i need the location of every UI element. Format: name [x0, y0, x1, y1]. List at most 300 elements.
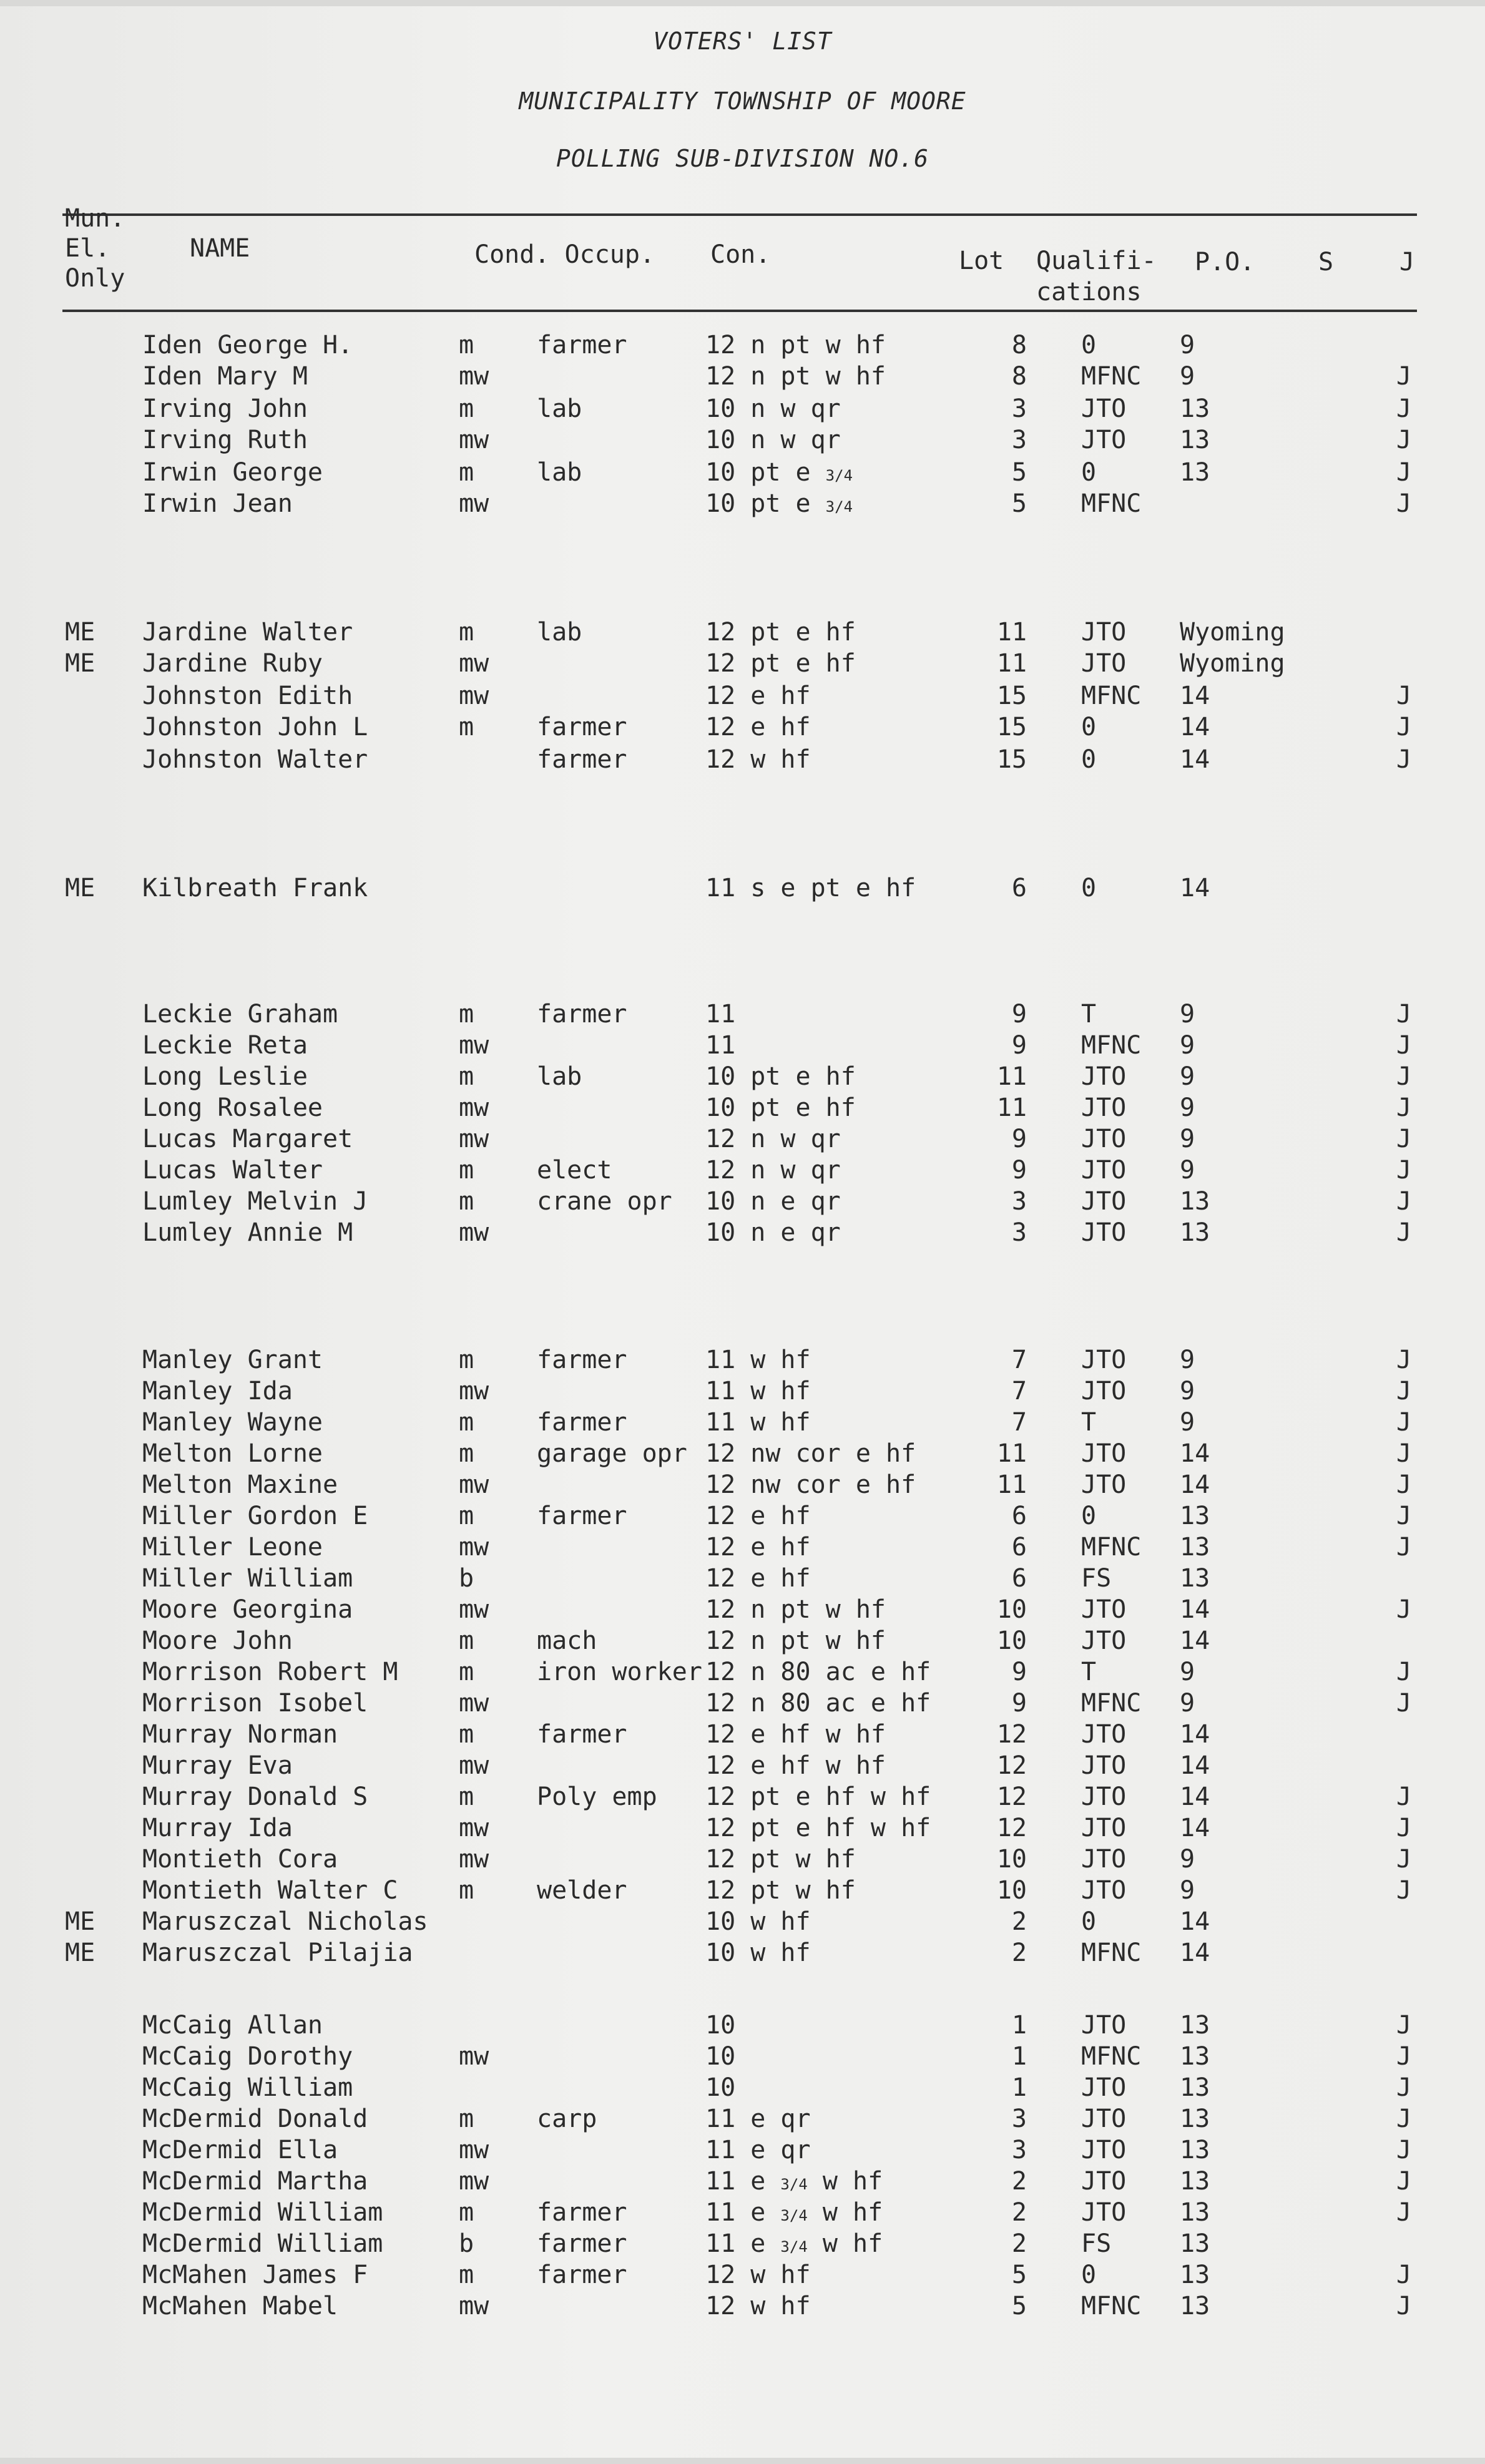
j-cell: J: [1396, 1062, 1412, 1091]
cond-cell: mw: [459, 426, 489, 454]
mun-el-only-cell: ME: [65, 1907, 96, 1936]
cond-cell: m: [459, 1439, 474, 1468]
j-cell: J: [1396, 1845, 1412, 1874]
po-cell: 9: [1180, 1377, 1195, 1406]
po-cell: 9: [1180, 1000, 1195, 1029]
col-name: NAME: [190, 234, 250, 263]
table-row: [0, 1470, 1485, 1502]
occupation-cell: farmer: [537, 745, 627, 774]
table-row: [0, 682, 1485, 713]
po-cell: 9: [1180, 1408, 1195, 1437]
po-cell: 13: [1180, 2011, 1210, 2040]
table-row: [0, 1408, 1485, 1439]
table-row: [0, 1658, 1485, 1689]
occupation-cell: welder: [537, 1876, 627, 1905]
lot-cell: 7: [1011, 1377, 1027, 1406]
table-row: [0, 2292, 1485, 2323]
con-cell: 12 e hf w hf: [705, 1751, 886, 1780]
qualifications-cell: 0: [1081, 745, 1097, 774]
con-cell: 10 n w qr: [705, 394, 841, 423]
cond-cell: m: [459, 458, 474, 487]
con-cell: 12 nw cor e hf: [705, 1439, 916, 1468]
con-cell: 10: [705, 2011, 736, 2040]
po-cell: Wyoming: [1180, 618, 1285, 647]
table-row: [0, 1907, 1485, 1938]
po-cell: 14: [1180, 1751, 1210, 1780]
occupation-cell: lab: [537, 1062, 582, 1091]
con-cell: 12 e hf: [705, 1564, 811, 1593]
j-cell: J: [1396, 2105, 1412, 2133]
occupation-cell: farmer: [537, 331, 627, 359]
lot-cell: 9: [1011, 1125, 1027, 1153]
occupation-cell: farmer: [537, 1000, 627, 1029]
con-fraction: 3/4: [780, 2176, 808, 2193]
lot-cell: 6: [1011, 1564, 1027, 1593]
lot-cell: 5: [1011, 458, 1027, 487]
j-cell: J: [1396, 1814, 1412, 1842]
qualifications-cell: JTO: [1081, 1125, 1127, 1153]
con-cell: 12 e hf: [705, 1533, 811, 1562]
table-row: [0, 713, 1485, 744]
cond-cell: mw: [459, 2167, 489, 2196]
qualifications-cell: JTO: [1081, 1814, 1127, 1842]
qualifications-cell: JTO: [1081, 1439, 1127, 1468]
col-po: P.O.: [1195, 248, 1255, 276]
j-cell: J: [1396, 2042, 1412, 2071]
table-row: [0, 489, 1485, 521]
col-cond-occup: Cond. Occup.: [474, 240, 655, 269]
mun-el-only-cell: ME: [65, 649, 96, 678]
con-cell: 12 n w qr: [705, 1125, 841, 1153]
occupation-cell: farmer: [537, 1408, 627, 1437]
name-cell: McMahen Mabel: [142, 2292, 338, 2320]
occupation-cell: farmer: [537, 1502, 627, 1530]
po-cell: 13: [1180, 1218, 1210, 1247]
j-cell: J: [1396, 1218, 1412, 1247]
po-cell: 9: [1180, 1062, 1195, 1091]
table-row: [0, 394, 1485, 426]
j-cell: J: [1396, 1439, 1412, 1468]
con-fraction: 3/4: [780, 2238, 808, 2256]
lot-cell: 10: [996, 1845, 1027, 1874]
po-cell: 13: [1180, 2105, 1210, 2133]
lot-cell: 9: [1011, 1000, 1027, 1029]
qualifications-cell: MFNC: [1081, 362, 1142, 391]
po-cell: 13: [1180, 2042, 1210, 2071]
qualifications-cell: JTO: [1081, 2105, 1127, 2133]
lot-cell: 2: [1011, 2167, 1027, 2196]
table-row: [0, 1751, 1485, 1782]
table-row: [0, 2105, 1485, 2136]
name-cell: Irving John: [142, 394, 308, 423]
name-cell: Melton Lorne: [142, 1439, 323, 1468]
con-cell: 12 pt e hf: [705, 649, 856, 678]
j-cell: J: [1396, 1000, 1412, 1029]
cond-cell: mw: [459, 1031, 489, 1060]
table-row: [0, 2198, 1485, 2229]
j-cell: J: [1396, 394, 1412, 423]
lot-cell: 10: [996, 1626, 1027, 1655]
po-cell: 14: [1180, 1814, 1210, 1842]
con-cell: 11 s e pt e hf: [705, 874, 916, 902]
po-cell: 9: [1180, 362, 1195, 391]
cond-cell: mw: [459, 2136, 489, 2164]
polling-subdivision-title: POLLING SUB-DIVISION NO.6: [556, 145, 929, 172]
col-mun-line2: El.: [65, 234, 110, 263]
qualifications-cell: T: [1081, 1658, 1097, 1686]
j-cell: J: [1396, 489, 1412, 518]
j-cell: J: [1396, 2011, 1412, 2040]
j-cell: J: [1396, 1533, 1412, 1562]
occupation-cell: iron worker: [537, 1658, 702, 1686]
lot-cell: 6: [1011, 874, 1027, 902]
po-cell: 14: [1180, 1938, 1210, 1967]
lot-cell: 15: [996, 713, 1027, 741]
cond-cell: mw: [459, 1689, 489, 1718]
top-scan-edge: [0, 0, 1485, 6]
table-row: [0, 1000, 1485, 1031]
qualifications-cell: MFNC: [1081, 1689, 1142, 1718]
col-lot: Lot: [959, 247, 1004, 275]
qualifications-cell: JTO: [1081, 1626, 1127, 1655]
name-cell: Manley Ida: [142, 1377, 293, 1406]
qualifications-cell: JTO: [1081, 2136, 1127, 2164]
name-cell: Miller Leone: [142, 1533, 323, 1562]
con-cell: [705, 2229, 883, 2258]
j-cell: J: [1396, 1470, 1412, 1499]
table-row: [0, 2042, 1485, 2073]
lot-cell: 12: [996, 1751, 1027, 1780]
j-cell: J: [1396, 2136, 1412, 2164]
lot-cell: 1: [1011, 2042, 1027, 2071]
col-mun-line3: Only: [65, 264, 125, 293]
qualifications-cell: JTO: [1081, 1845, 1127, 1874]
con-cell: 11: [705, 1031, 736, 1060]
cond-cell: m: [459, 1876, 474, 1905]
name-cell: McCaig Allan: [142, 2011, 323, 2040]
po-cell: 14: [1180, 1907, 1210, 1936]
cond-cell: m: [459, 1408, 474, 1437]
qualifications-cell: 0: [1081, 1502, 1097, 1530]
qualifications-cell: JTO: [1081, 2073, 1127, 2102]
po-cell: 13: [1180, 426, 1210, 454]
lot-cell: 2: [1011, 1907, 1027, 1936]
table-row: [0, 2073, 1485, 2105]
con-cell: 10: [705, 2073, 736, 2102]
lot-cell: 11: [996, 1062, 1027, 1091]
qualifications-cell: 0: [1081, 713, 1097, 741]
po-cell: 9: [1180, 1346, 1195, 1374]
lot-cell: 9: [1011, 1689, 1027, 1718]
cond-cell: m: [459, 1346, 474, 1374]
name-cell: Moore Georgina: [142, 1595, 353, 1624]
name-cell: Maruszczal Pilajia: [142, 1938, 413, 1967]
qualifications-cell: JTO: [1081, 2167, 1127, 2196]
po-cell: 13: [1180, 2167, 1210, 2196]
po-cell: 14: [1180, 1782, 1210, 1811]
con-cell: 11 w hf: [705, 1408, 811, 1437]
con-cell: 12 n pt w hf: [705, 1595, 886, 1624]
name-cell: Irving Ruth: [142, 426, 308, 454]
qualifications-cell: JTO: [1081, 1720, 1127, 1749]
cond-cell: mw: [459, 2042, 489, 2071]
table-row: [0, 1814, 1485, 1845]
con-cell: 10 w hf: [705, 1907, 811, 1936]
lot-cell: 9: [1011, 1156, 1027, 1185]
table-row: [0, 2136, 1485, 2167]
qualifications-cell: JTO: [1081, 2198, 1127, 2227]
cond-cell: m: [459, 1062, 474, 1091]
occupation-cell: lab: [537, 458, 582, 487]
cond-cell: mw: [459, 489, 489, 518]
con-cell: 12 e hf: [705, 1502, 811, 1530]
qualifications-cell: MFNC: [1081, 682, 1142, 710]
occupation-cell: lab: [537, 618, 582, 647]
name-cell: Iden George H.: [142, 331, 353, 359]
name-cell: Lucas Margaret: [142, 1125, 353, 1153]
name-cell: Leckie Reta: [142, 1031, 308, 1060]
lot-cell: 12: [996, 1720, 1027, 1749]
cond-cell: m: [459, 2261, 474, 2289]
qualifications-cell: T: [1081, 1000, 1097, 1029]
name-cell: Johnston Walter: [142, 745, 368, 774]
cond-cell: m: [459, 1782, 474, 1811]
con-cell: 12 nw cor e hf: [705, 1470, 916, 1499]
table-row: [0, 1439, 1485, 1470]
lot-cell: 12: [996, 1782, 1027, 1811]
name-cell: McCaig Dorothy: [142, 2042, 353, 2071]
qualifications-cell: 0: [1081, 2261, 1097, 2289]
table-row: [0, 1125, 1485, 1156]
occupation-cell: farmer: [537, 2229, 627, 2258]
con-fraction: 3/4: [825, 467, 853, 484]
cond-cell: mw: [459, 1814, 489, 1842]
con-cell: 12 w hf: [705, 745, 811, 774]
po-cell: 14: [1180, 1720, 1210, 1749]
table-row: [0, 1062, 1485, 1093]
table-row: [0, 874, 1485, 905]
cond-cell: mw: [459, 362, 489, 391]
j-cell: J: [1396, 1689, 1412, 1718]
lot-cell: 5: [1011, 2261, 1027, 2289]
lot-cell: 11: [996, 1439, 1027, 1468]
con-text: 10 pt e: [705, 458, 811, 487]
po-cell: 9: [1180, 1156, 1195, 1185]
qualifications-cell: JTO: [1081, 1751, 1127, 1780]
name-cell: McCaig William: [142, 2073, 353, 2102]
qualifications-cell: JTO: [1081, 1470, 1127, 1499]
cond-cell: m: [459, 1156, 474, 1185]
name-cell: McDermid Ella: [142, 2136, 338, 2164]
lot-cell: 1: [1011, 2073, 1027, 2102]
name-cell: Lucas Walter: [142, 1156, 323, 1185]
table-row: [0, 1346, 1485, 1377]
po-cell: 13: [1180, 458, 1210, 487]
name-cell: Morrison Robert M: [142, 1658, 398, 1686]
qualifications-cell: MFNC: [1081, 1031, 1142, 1060]
table-row: [0, 2261, 1485, 2292]
name-cell: Montieth Cora: [142, 1845, 338, 1874]
qualifications-cell: MFNC: [1081, 2292, 1142, 2320]
name-cell: Morrison Isobel: [142, 1689, 368, 1718]
table-row: [0, 1218, 1485, 1249]
po-cell: 9: [1180, 1093, 1195, 1122]
con-cell: 10 n e qr: [705, 1187, 841, 1216]
name-cell: Irwin Jean: [142, 489, 293, 518]
name-cell: Melton Maxine: [142, 1470, 338, 1499]
qualifications-cell: MFNC: [1081, 489, 1142, 518]
name-cell: Long Rosalee: [142, 1093, 323, 1122]
occupation-cell: farmer: [537, 1720, 627, 1749]
table-row: [0, 1377, 1485, 1408]
lot-cell: 2: [1011, 1938, 1027, 1967]
name-cell: Long Leslie: [142, 1062, 308, 1091]
qualifications-cell: FS: [1081, 1564, 1112, 1593]
con-cell: 12 n pt w hf: [705, 331, 886, 359]
cond-cell: m: [459, 618, 474, 647]
lot-cell: 3: [1011, 2105, 1027, 2133]
con-cell: 10: [705, 2042, 736, 2071]
po-cell: 14: [1180, 1470, 1210, 1499]
lot-cell: 15: [996, 745, 1027, 774]
con-cell: 12 pt w hf: [705, 1876, 856, 1905]
con-cell: 12 n w qr: [705, 1156, 841, 1185]
con-cell: 12 e hf: [705, 682, 811, 710]
occupation-cell: garage opr: [537, 1439, 687, 1468]
name-cell: McDermid William: [142, 2198, 383, 2227]
con-cell: [705, 2167, 883, 2196]
qualifications-cell: JTO: [1081, 618, 1127, 647]
j-cell: J: [1396, 1595, 1412, 1624]
j-cell: J: [1396, 1782, 1412, 1811]
po-cell: 9: [1180, 331, 1195, 359]
lot-cell: 9: [1011, 1031, 1027, 1060]
col-qualifications-line1: Qualifi-: [1036, 247, 1157, 275]
j-cell: J: [1396, 2261, 1412, 2289]
lot-cell: 12: [996, 1814, 1027, 1842]
name-cell: McDermid Martha: [142, 2167, 368, 2196]
lot-cell: 8: [1011, 362, 1027, 391]
po-cell: 13: [1180, 2073, 1210, 2102]
cond-cell: m: [459, 1000, 474, 1029]
con-cell: 12 e hf: [705, 713, 811, 741]
po-cell: 14: [1180, 1626, 1210, 1655]
cond-cell: mw: [459, 1093, 489, 1122]
table-row: [0, 1626, 1485, 1658]
lot-cell: 7: [1011, 1346, 1027, 1374]
lot-cell: 1: [1011, 2011, 1027, 2040]
lot-cell: 9: [1011, 1658, 1027, 1686]
con-cell: [705, 2198, 883, 2227]
con-cell: 12 n pt w hf: [705, 1626, 886, 1655]
j-cell: J: [1396, 2167, 1412, 2196]
table-row: [0, 2229, 1485, 2261]
table-row: [0, 1720, 1485, 1751]
table-row: [0, 1876, 1485, 1907]
po-cell: 14: [1180, 874, 1210, 902]
occupation-cell: crane opr: [537, 1187, 672, 1216]
lot-cell: 3: [1011, 2136, 1027, 2164]
header-bottom-rule: [62, 310, 1417, 312]
con-cell: 12 pt e hf: [705, 618, 856, 647]
cond-cell: m: [459, 331, 474, 359]
qualifications-cell: FS: [1081, 2229, 1112, 2258]
con-cell: 12 w hf: [705, 2261, 811, 2289]
cond-cell: mw: [459, 1470, 489, 1499]
lot-cell: 5: [1011, 2292, 1027, 2320]
po-cell: 13: [1180, 394, 1210, 423]
list-title: VOTERS' LIST: [653, 27, 832, 55]
cond-cell: mw: [459, 682, 489, 710]
cond-cell: mw: [459, 2292, 489, 2320]
po-cell: 14: [1180, 713, 1210, 741]
con-cell: 11 e qr: [705, 2105, 811, 2133]
name-cell: Murray Donald S: [142, 1782, 368, 1811]
cond-cell: mw: [459, 1751, 489, 1780]
occupation-cell: mach: [537, 1626, 597, 1655]
col-mun-line1: Mun.: [65, 204, 125, 233]
j-cell: J: [1396, 1408, 1412, 1437]
con-cell: 10 pt e hf: [705, 1062, 856, 1091]
con-cell: 12 n 80 ac e hf: [705, 1689, 931, 1718]
j-cell: J: [1396, 1502, 1412, 1530]
table-row: [0, 2011, 1485, 2042]
con-cell: 12 pt w hf: [705, 1845, 856, 1874]
name-cell: Miller William: [142, 1564, 353, 1593]
name-cell: Johnston John L: [142, 713, 368, 741]
con-text-suffix: w hf: [822, 2167, 883, 2196]
po-cell: 13: [1180, 1502, 1210, 1530]
table-row: [0, 1564, 1485, 1595]
name-cell: McDermid William: [142, 2229, 383, 2258]
table-row: [0, 1093, 1485, 1125]
po-cell: 13: [1180, 2136, 1210, 2164]
po-cell: 13: [1180, 2261, 1210, 2289]
lot-cell: 5: [1011, 489, 1027, 518]
occupation-cell: farmer: [537, 713, 627, 741]
con-fraction: 3/4: [780, 2207, 808, 2224]
con-cell: 11 w hf: [705, 1377, 811, 1406]
table-row: [0, 1502, 1485, 1533]
occupation-cell: Poly emp: [537, 1782, 657, 1811]
table-row: [0, 1938, 1485, 1970]
table-row: [0, 618, 1485, 649]
con-cell: 12 e hf w hf: [705, 1720, 886, 1749]
j-cell: J: [1396, 362, 1412, 391]
cond-cell: mw: [459, 1377, 489, 1406]
name-cell: Moore John: [142, 1626, 293, 1655]
table-row: [0, 745, 1485, 776]
qualifications-cell: JTO: [1081, 1093, 1127, 1122]
lot-cell: 3: [1011, 394, 1027, 423]
mun-el-only-cell: ME: [65, 1938, 96, 1967]
lot-cell: 10: [996, 1876, 1027, 1905]
po-cell: 14: [1180, 745, 1210, 774]
cond-cell: mw: [459, 1533, 489, 1562]
cond-cell: mw: [459, 1125, 489, 1153]
po-cell: Wyoming: [1180, 649, 1285, 678]
table-row: [0, 1782, 1485, 1814]
po-cell: 13: [1180, 1533, 1210, 1562]
lot-cell: 2: [1011, 2198, 1027, 2227]
name-cell: Leckie Graham: [142, 1000, 338, 1029]
qualifications-cell: 0: [1081, 1907, 1097, 1936]
bottom-scan-edge: [0, 2458, 1485, 2464]
po-cell: 13: [1180, 1564, 1210, 1593]
j-cell: J: [1396, 1093, 1412, 1122]
qualifications-cell: JTO: [1081, 1782, 1127, 1811]
table-row: [0, 1595, 1485, 1626]
